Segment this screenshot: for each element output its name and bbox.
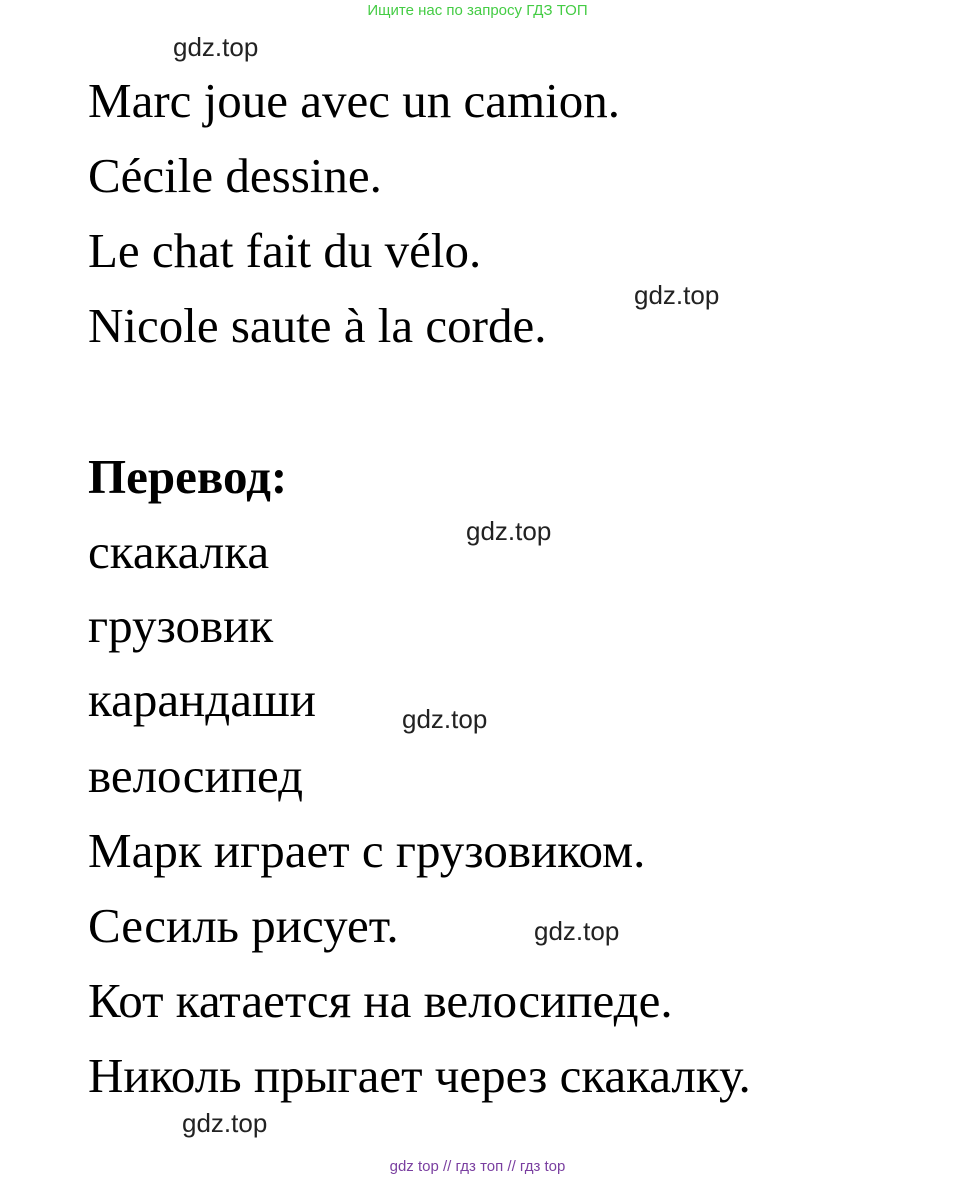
translation-line: велосипед (88, 748, 303, 803)
footer-watermark: gdz top // гдз топ // гдз top (389, 1158, 566, 1175)
translation-line: Марк играет с грузовиком. (88, 823, 646, 878)
watermark: gdz.top (634, 280, 720, 310)
translation-line: Николь прыгает через скакалку. (88, 1048, 751, 1103)
watermark: gdz.top (466, 516, 552, 546)
french-line: Marc joue avec un camion. (88, 73, 620, 128)
watermark: gdz.top (534, 916, 620, 946)
top-banner: Ищите нас по запросу ГДЗ ТОП (367, 2, 588, 19)
translation-line: скакалка (88, 524, 270, 579)
french-line: Le chat fait du vélo. (88, 223, 482, 278)
translation-heading: Перевод: (88, 449, 288, 504)
french-line: Nicole saute à la corde. (88, 298, 547, 353)
watermark: gdz.top (182, 1108, 268, 1138)
translation-line: карандаши (88, 672, 316, 727)
french-line: Cécile dessine. (88, 148, 382, 203)
watermark: gdz.top (173, 32, 259, 62)
translation-line: Кот катается на велосипеде. (88, 973, 673, 1028)
watermark: gdz.top (402, 704, 488, 734)
translation-line: Сесиль рисует. (88, 898, 399, 953)
translation-line: грузовик (88, 598, 274, 653)
